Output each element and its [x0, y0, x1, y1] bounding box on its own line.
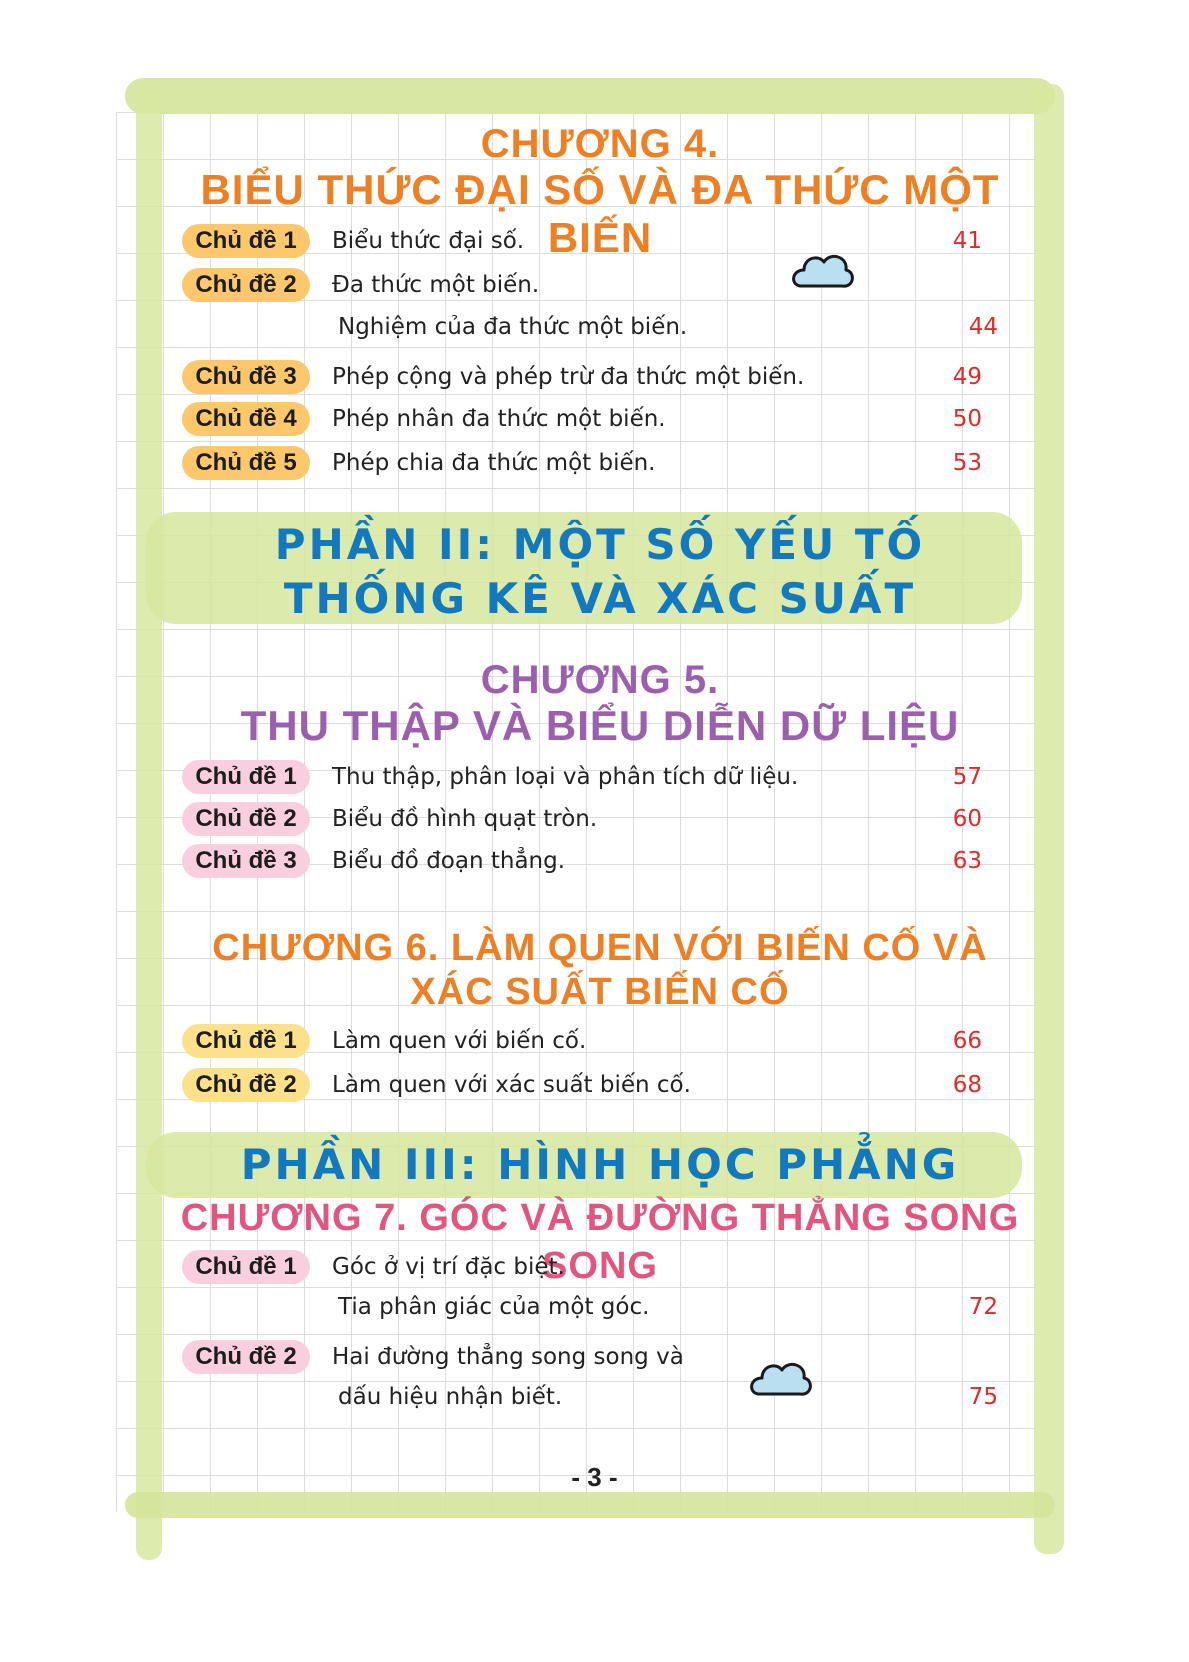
chapter-7-title: CHƯƠNG 7. GÓC VÀ ĐƯỜNG THẲNG SONG SONG [180, 1197, 1020, 1287]
topic-title: Phép cộng và phép trừ đa thức một biến. [332, 364, 805, 390]
topic-badge: Chủ đề 3 [182, 844, 310, 878]
toc-entry[interactable] [182, 402, 1022, 442]
frame-right-stroke [1034, 84, 1064, 1554]
part-2-title-line1: PHẦN II: MỘT SỐ YẾU TỐ [274, 520, 926, 569]
topic-badge: Chủ đề 1 [182, 1024, 310, 1058]
topic-title: Làm quen với biến cố. [332, 1028, 587, 1054]
chapter-6-title-line2: XÁC SUẤT BIẾN CỐ [410, 971, 790, 1013]
toc-entry[interactable] [182, 224, 1022, 264]
page-number: 49 [952, 364, 982, 390]
topic-title: Biểu thức đại số. [332, 228, 525, 254]
toc-entry[interactable] [182, 844, 1022, 884]
topic-badge: Chủ đề 4 [182, 402, 310, 436]
chapter-4-title-line1: CHƯƠNG 4. [480, 122, 720, 166]
topic-title: Biểu đồ hình quạt tròn. [332, 806, 598, 832]
topic-title: Góc ở vị trí đặc biệt. [332, 1254, 565, 1280]
topic-badge: Chủ đề 3 [182, 360, 310, 394]
page-number-footer: - 3 - [571, 1462, 618, 1492]
toc-entry[interactable] [182, 1250, 1022, 1290]
page-number: 63 [952, 848, 982, 874]
topic-title: Thu thập, phân loại và phân tích dữ liệu. [332, 764, 799, 790]
topic-badge: Chủ đề 2 [182, 802, 310, 836]
page-number: 50 [952, 406, 982, 432]
topic-badge: Chủ đề 2 [182, 1068, 310, 1102]
page-number: 72 [968, 1294, 998, 1320]
toc-entry[interactable] [182, 802, 1022, 842]
toc-entry-continuation[interactable] [338, 1290, 998, 1326]
page-number: 53 [952, 450, 982, 476]
topic-badge: Chủ đề 1 [182, 1250, 310, 1284]
toc-entry-continuation[interactable] [338, 1380, 998, 1416]
chapter-4-title-line2: BIỂU THỨC ĐẠI SỐ VÀ ĐA THỨC MỘT BIẾN [200, 166, 1000, 261]
page-number: 60 [952, 806, 982, 832]
topic-title: Biểu đồ đoạn thẳng. [332, 848, 566, 874]
chapter-6-title-line1: CHƯƠNG 6. LÀM QUEN VỚI BIẾN CỐ VÀ [212, 927, 988, 969]
topic-title: Phép chia đa thức một biến. [332, 450, 656, 476]
toc-entry[interactable] [182, 446, 1022, 486]
topic-title-continued: Tia phân giác của một góc. [338, 1294, 650, 1320]
topic-title-continued: Nghiệm của đa thức một biến. [338, 314, 688, 340]
toc-entry-continuation[interactable] [338, 310, 998, 346]
frame-left-stroke [136, 80, 162, 1560]
chapter-5-title-line1: CHƯƠNG 5. [480, 658, 720, 702]
chapter-5-title-line2: THU THẬP VÀ BIỂU DIỄN DỮ LIỆU [240, 702, 960, 749]
topic-badge: Chủ đề 2 [182, 1340, 310, 1374]
topic-badge: Chủ đề 5 [182, 446, 310, 480]
toc-entry[interactable] [182, 360, 1022, 400]
topic-badge: Chủ đề 1 [182, 224, 310, 258]
frame-bottom-stroke [125, 1492, 1055, 1518]
topic-title-continued: dấu hiệu nhận biết. [338, 1384, 563, 1410]
page-number: 66 [952, 1028, 982, 1054]
topic-badge: Chủ đề 2 [182, 268, 310, 302]
toc-entry[interactable] [182, 1024, 1022, 1064]
topic-title: Đa thức một biến. [332, 272, 540, 298]
toc-entry[interactable] [182, 760, 1022, 800]
cloud-icon [748, 1356, 816, 1400]
topic-title: Phép nhân đa thức một biến. [332, 406, 666, 432]
page-number: 75 [968, 1384, 998, 1410]
part-3-title: PHẦN III: HÌNH HỌC PHẲNG [240, 1140, 960, 1189]
topic-badge: Chủ đề 1 [182, 760, 310, 794]
toc-entry[interactable] [182, 1068, 1022, 1108]
page-number: 68 [952, 1072, 982, 1098]
frame-top-stroke [125, 78, 1055, 114]
topic-title: Làm quen với xác suất biến cố. [332, 1072, 691, 1098]
part-2-title-line2: THỐNG KÊ VÀ XÁC SUẤT [283, 574, 917, 623]
toc-entry[interactable] [182, 268, 1022, 308]
toc-entry[interactable] [182, 1340, 1022, 1380]
page-number: 57 [952, 764, 982, 790]
topic-title: Hai đường thẳng song song và [332, 1344, 684, 1370]
page-number: 44 [968, 314, 998, 340]
page-number: 41 [952, 228, 982, 254]
